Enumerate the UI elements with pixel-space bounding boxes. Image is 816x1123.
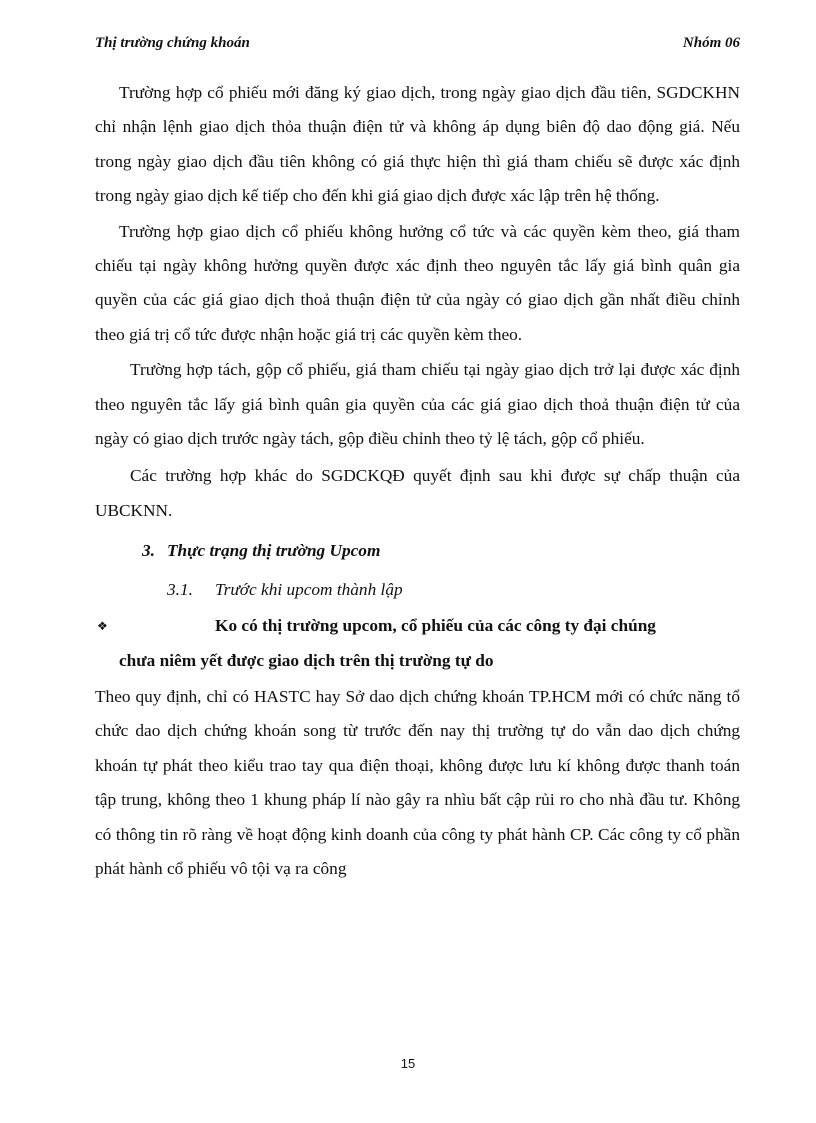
subsection-number: 3.1. — [167, 579, 193, 599]
bullet-item — [95, 609, 740, 678]
header-title: Thị trường chứng khoán — [95, 35, 250, 51]
page-number: 15 — [400, 1056, 416, 1071]
paragraph-new-listing: Trường hợp cổ phiếu mới đăng ký giao dịch, trong ngày giao dịch đầu tiên, SGDCKHN chỉ nhận lệnh giao dịch thỏa thuận điện tử và không áp dụng biên độ dao động giá. Nếu trong ngày giao dịch đầu tiên không có giá thực hiện thì giá tham chiếu sẽ được xác định trong ngày giao dịch kế tiếp cho đến khi giá giao dịch được xác lập trên hệ thống. — [95, 83, 740, 206]
bullet-line-1: Ko có thị trường upcom, cổ phiếu của các công ty đại chúng — [215, 616, 656, 636]
section-number: 3. — [142, 541, 155, 561]
diamond-bullet-icon: ❖ — [97, 619, 108, 634]
paragraph-regulation: Theo quy định, chỉ có HASTC hay Sở dao dịch chứng khoán TP.HCM mới có chức năng tổ chức dao dịch chứng khoán song từ trước đến nay thị trường tự do vẫn dao dịch chứng khoán tự phát theo kiểu trao tay qua điện thoại, không được lưu kí không được thanh toán tập trung, không theo 1 khung pháp lí nào gây ra nhìu bất cập rủi ro cho nhà đầu tư. Không có thông tin rõ ràng về hoạt động kinh doanh của công ty phát hành CP. Các công ty cổ phần phát hành cổ phiếu vô tội vạ ra công — [95, 686, 740, 878]
subsection-heading-3-1 — [95, 573, 740, 607]
section-heading-3 — [95, 534, 740, 568]
header-group: Nhóm 06 — [682, 35, 740, 51]
document-body — [95, 76, 740, 886]
paragraph-other-cases: Các trường hợp khác do SGDCKQĐ quyết định sau khi được sự chấp thuận của UBCKNN. — [95, 466, 740, 520]
paragraph-no-dividend: Trường hợp giao dịch cổ phiếu không hưởng cổ tức và các quyền kèm theo, giá tham chiếu tại ngày không hưởng quyền được xác định theo nguyên tắc lấy giá bình quân gia quyền của các giá giao dịch thoả thuận điện tử của ngày có giao dịch gần nhất điều chỉnh theo giá trị cổ tức được nhận hoặc giá trị các quyền kèm theo. — [95, 221, 740, 344]
page-header — [95, 35, 740, 57]
section-title: Thực trạng thị trường Upcom — [167, 541, 381, 561]
paragraph-split-merge: Trường hợp tách, gộp cổ phiếu, giá tham chiếu tại ngày giao dịch trở lại được xác định theo nguyên tắc lấy giá bình quân gia quyền của các giá giao dịch thoả thuận điện tử của ngày có giao dịch trước ngày tách, gộp điều chỉnh theo tỷ lệ tách, gộp cổ phiếu. — [95, 360, 740, 449]
bullet-line-2: chưa niêm yết được giao dịch trên thị trường tự do — [119, 650, 494, 670]
subsection-title: Trước khi upcom thành lập — [215, 579, 403, 599]
